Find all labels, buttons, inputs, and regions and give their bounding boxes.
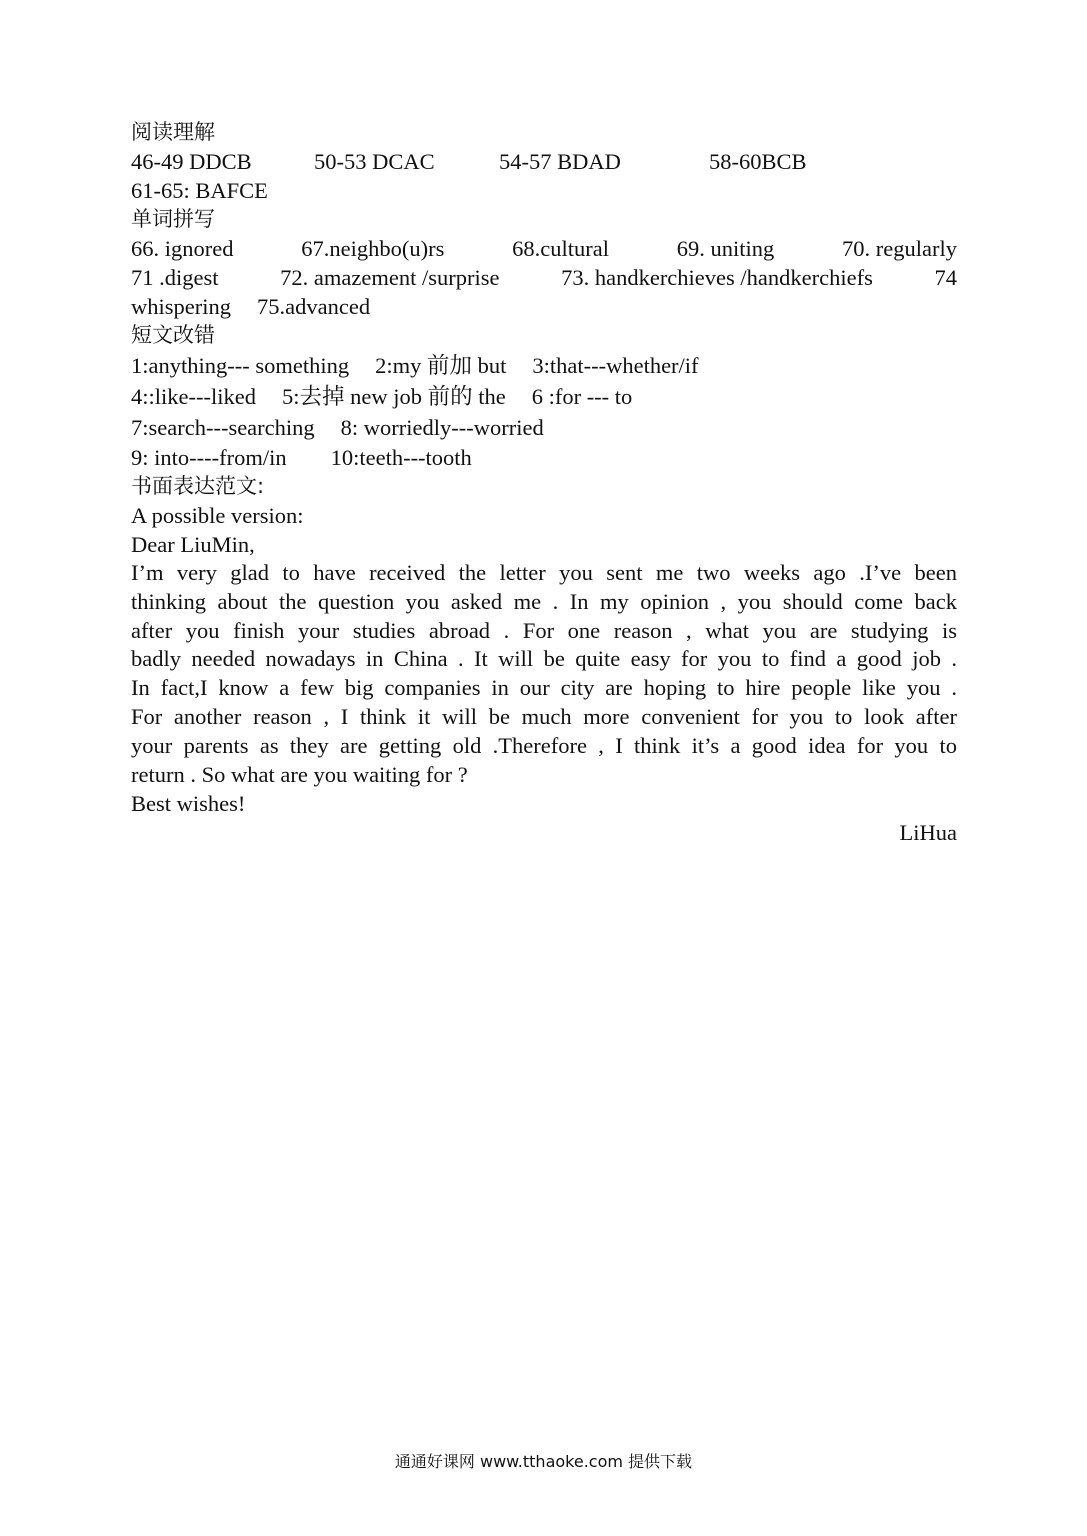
answer-item: 69. uniting (676, 236, 775, 261)
letter-body-line: after you finish your studies abroad . For one reason , what you are studying is (131, 617, 957, 643)
correction-item: 5:去掉 new job 前的 the (281, 384, 506, 409)
answer-item: 71 .digest (131, 265, 219, 290)
answer-item: 72. amazement /surprise (280, 265, 500, 290)
correction-row-4 (131, 443, 957, 472)
section-heading-writing: 书面表达范文: (131, 474, 265, 498)
letter-body-line: For another reason , I think it will be much more convenient for you to look after (131, 703, 957, 729)
correction-item: 10:teeth---tooth (330, 445, 472, 470)
answer-group: 54-57 BDAD (499, 149, 621, 174)
letter-signature: LiHua (899, 820, 957, 846)
correction-item: 7:search---searching (131, 415, 315, 440)
spelling-answers-row-3 (131, 292, 957, 321)
section-heading-reading: 阅读理解 (131, 120, 215, 144)
correction-row-2 (131, 381, 957, 412)
answer-item: 74 (934, 265, 957, 290)
correction-item: 9: into----from/in (131, 445, 287, 470)
correction-row-1 (131, 350, 957, 381)
correction-item: 4::like---liked (131, 384, 256, 409)
answer-item: 73. handkerchieves /handkerchiefs (561, 265, 873, 290)
answer-item: whispering (131, 294, 231, 319)
answer-group: 46-49 DDCB (131, 149, 252, 174)
letter-body-line: In fact,I know a few big companies in our city are hoping to hire people like you . (131, 675, 957, 701)
document-page (131, 118, 957, 847)
section-heading-spelling: 单词拼写 (131, 207, 215, 231)
correction-item: 2:my 前加 but (375, 353, 507, 378)
reading-answers-row-1 (131, 147, 957, 176)
essay-intro: A possible version: (131, 503, 304, 528)
letter-body-line: badly needed nowadays in China . It will be quite easy for you to find a good job . (131, 646, 957, 672)
answer-item: 67.neighbo(u)rs (301, 236, 445, 261)
letter-body (131, 559, 957, 789)
answer-item: 66. ignored (131, 236, 234, 261)
page-footer: 通通好课网 www.tthaoke.com 提供下载 (394, 1452, 693, 1471)
letter-greeting: Dear LiuMin, (131, 532, 255, 557)
answer-item: 68.cultural (512, 236, 609, 261)
correction-item: 6 :for --- to (531, 384, 633, 409)
spelling-answers-row-2 (131, 263, 957, 292)
answer-item: 75.advanced (257, 294, 371, 319)
letter-body-line: thinking about the question you asked me . In my opinion , you should come back (131, 588, 957, 614)
letter-closing: Best wishes! (131, 791, 246, 817)
spelling-answers-row-1 (131, 234, 957, 263)
reading-answers-row-2: 61-65: BAFCE (131, 178, 268, 203)
answer-group: 58-60BCB (709, 149, 807, 174)
letter-body-line: I’m very glad to have received the letter you sent me two weeks ago .I’ve been (131, 560, 957, 585)
letter-body-line: return . So what are you waiting for ? (131, 761, 468, 787)
section-heading-correction: 短文改错 (131, 323, 215, 347)
correction-item: 8: worriedly---worried (340, 415, 544, 440)
correction-item: 3:that---whether/if (532, 353, 699, 378)
letter-body-line: your parents as they are getting old .Therefore , I think it’s a good idea for you to (131, 732, 957, 758)
answer-group: 50-53 DCAC (314, 149, 435, 174)
correction-item: 1:anything--- something (131, 353, 350, 378)
correction-row-3 (131, 412, 957, 443)
answer-item: 70. regularly (842, 236, 957, 261)
